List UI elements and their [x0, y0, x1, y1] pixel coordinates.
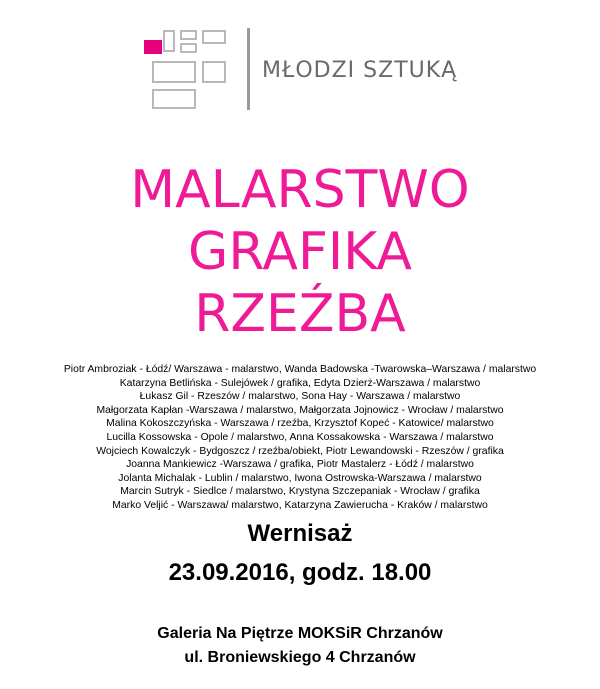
- opening-label: Wernisaż: [247, 520, 353, 547]
- logo-divider: [247, 28, 250, 110]
- artist-line: Malina Kokoszczyńska - Warszawa / rzeźba, Krzysztof Kopeć - Katowice/ malarstwo: [106, 418, 494, 430]
- artist-line: Marcin Sutryk - Siedlce / malarstwo, Krystyna Szczepaniak - Wrocław / grafika: [120, 486, 480, 498]
- title-line-painting: MALARSTWO: [130, 160, 470, 220]
- artist-line: Joanna Mankiewicz -Warszawa / grafika, Piotr Mastalerz - Łódź / malarstwo: [126, 459, 474, 471]
- artist-line: Jolanta Michalak - Lublin / malarstwo, Iwona Ostrowska-Warszawa / malarstwo: [118, 472, 482, 484]
- artist-line: Małgorzata Kapłan -Warszawa / malarstwo, Małgorzata Jojnowicz - Wrocław / malarstwo: [96, 404, 504, 416]
- artist-line: Marko Veljić - Warszawa/ malarstwo, Katarzyna Zawierucha - Kraków / malarstwo: [112, 499, 488, 511]
- artist-line: Piotr Ambroziak - Łódź/ Warszawa - malarstwo, Wanda Badowska -Twarowska–Warszawa / malarstwo: [63, 364, 537, 375]
- artist-line: Lucilla Kossowska - Opole / malarstwo, Anna Kossakowska - Warszawa / malarstwo: [106, 431, 494, 443]
- logo-mark-icon: [144, 30, 234, 110]
- logo-frame: [152, 89, 196, 109]
- logo-frame: [163, 30, 175, 52]
- logo-frame: [202, 61, 226, 83]
- logo-frame: [180, 30, 197, 40]
- venue-address: ul. Broniewskiego 4 Chrzanów: [184, 649, 416, 666]
- title-line-sculpture: RZEŹBA: [194, 284, 406, 344]
- artist-line: Wojciech Kowalczyk - Bydgoszcz / rzeźba/obiekt, Piotr Lewandowski - Rzeszów / grafika: [96, 445, 504, 457]
- logo: [0, 0, 600, 110]
- logo-frame: [202, 30, 226, 44]
- logo-accent-square: [144, 40, 162, 54]
- artist-line: Łukasz Gil - Rzeszów / malarstwo, Sona Hay - Warszawa / malarstwo: [139, 391, 461, 403]
- logo-text: MŁODZI SZTUKĄ: [262, 58, 458, 83]
- opening-datetime: 23.09.2016, godz. 18.00: [168, 559, 432, 586]
- title-line-graphics: GRAFIKA: [188, 222, 412, 282]
- venue-name: Galeria Na Piętrze MOKSiR Chrzanów: [157, 625, 443, 642]
- artist-line: Katarzyna Betlińska - Sulejówek / grafika, Edyta Dzierż-Warszawa / malarstwo: [119, 377, 481, 389]
- logo-frame: [152, 61, 196, 83]
- artist-list: [0, 363, 600, 513]
- logo-frame: [180, 43, 197, 53]
